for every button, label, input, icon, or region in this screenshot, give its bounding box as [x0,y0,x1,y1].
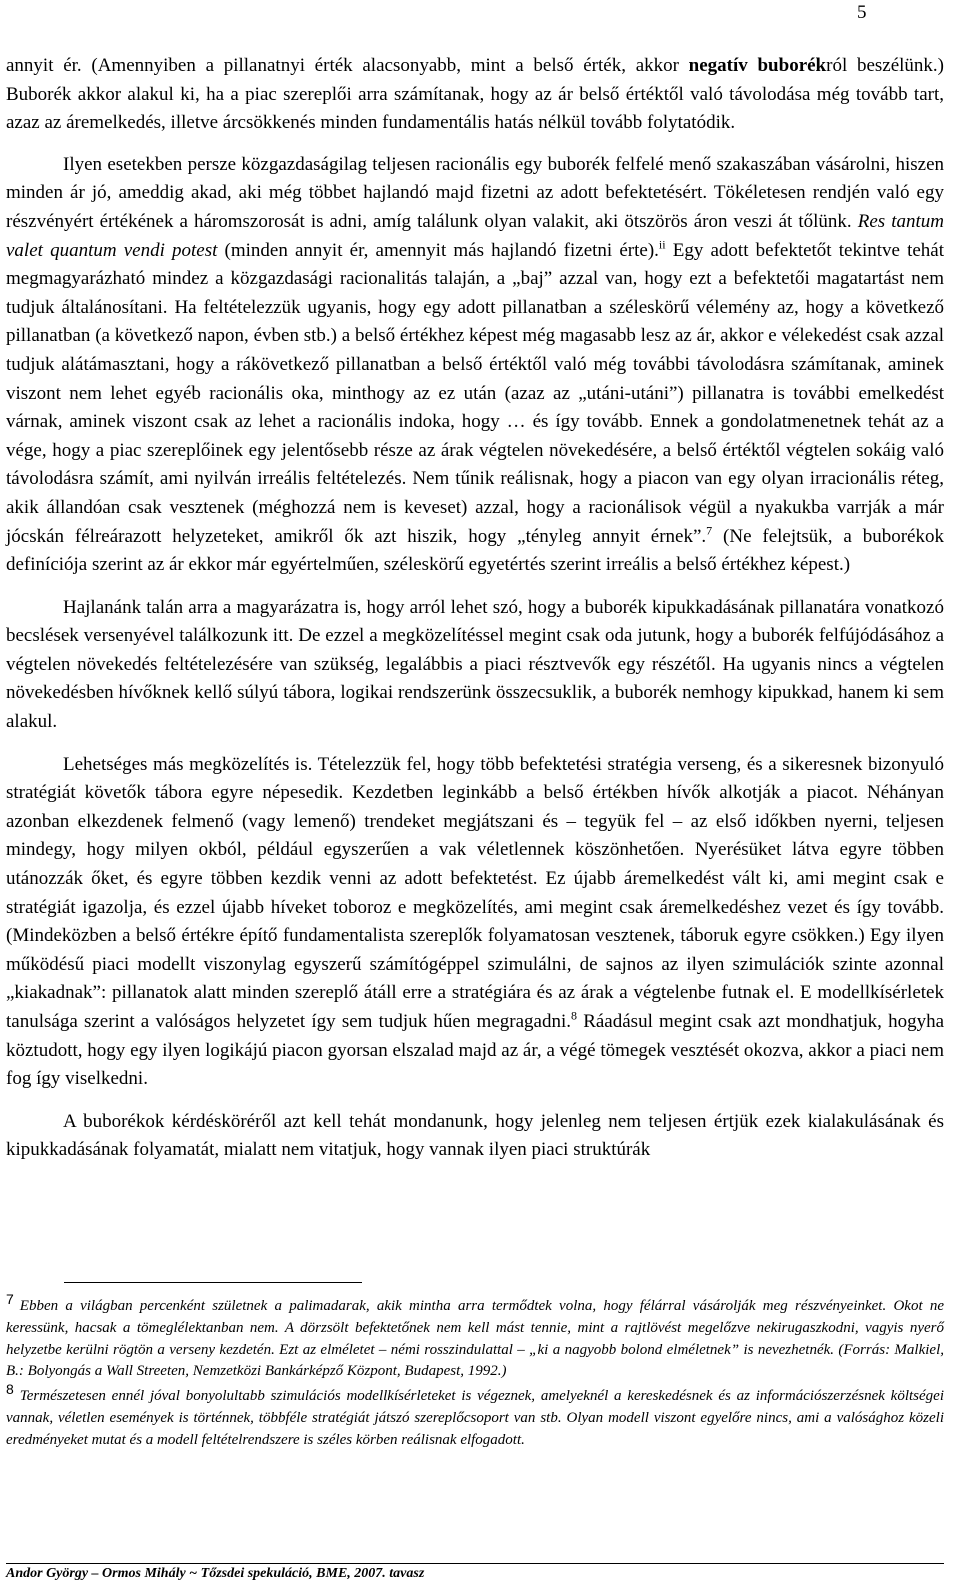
footnote-number: 7 [6,1291,14,1307]
p2-text-3: Egy adott befektetőt tekintve tehát megmagyarázható mindez a közgazdasági racionalitás talaján, a „baj” azzal van, hogy ezt a befektetői magatartást nem tudjuk általánosítani. Ha feltételezzük ugyanis, hogy egy adott pillanatban a széleskörű vélemény az, hogy a következő pillanatban (a következő napon, évben stb.) a belső értékhez képest még magasabb lesz az ár, akkor e vélekedést csak azzal tudjuk alátámasztani, hogy a rákövetkező pillanatban a belső értéktől való még további távolodásra számítanak, aminek viszont nem lehet egyéb racionális oka, minthogy az ez után (azaz az „utáni-utáni”) pillanatra is további emelkedést várnak, aminek viszont csak az lehet a racionális indoka, hogy … és így tovább. Ennek a gondolatmenetnek tehát az a vége, hogy a piac szereplőinek egy jelentősebb része az árak végtelen növekedésére, a belső értéktől végtelen sokáig való távolodásra számít, ami nyilván irreális feltételezés. Nem tűnik reálisnak, hogy a piacon van egy olyan irracionális réteg, akik állandóan csak vesztenek (méghozzá nem is keveset) azzal, hogy a racionálisok végül a nyakukba varrják a már jócskán félreárazott helyzeteket, amikről ők azt hiszik, hogy „tényleg annyit érnek”. [6,239,944,547]
p1-bold-term: negatív buborék [688,55,827,76]
page-footer: Andor György – Ormos Mihály ~ Tőzsdei spekuláció, BME, 2007. tavasz [6,1566,425,1581]
paragraph-4 [6,751,944,1094]
p2-text-2: (minden annyit ér, amennyit más hajlandó fizetni érte). [217,239,659,261]
footnote-7 [6,1291,944,1383]
p2-latin-quote: Res tantum valet quantum vendi potest [6,210,944,261]
endnote-reference: ii [658,237,666,252]
p1-text-2: ról beszélünk.) Buborék akkor alakul ki, ha a piac szereplői arra számítanak, hogy az ár belső értéktől való távolodása még tovább tart, azaz az áremelkedés, illetve árcsökkenés minden fundamentális hatás nélkül tovább folytatódik. [6,55,944,134]
footnote-separator [64,1282,362,1283]
paragraph-3: Hajlanánk talán arra a magyarázatra is, hogy arról lehet szó, hogy a buborék kipukkadásának pillanatára vonatkozó becslések versenyével találkozunk itt. De ezzel a megközelítéssel megint csak oda jutunk, hogy a buborék felfújódásához a végtelen növekedés feltételezésére van szükség, legalábbis a piaci résztvevők egy részétől. Ha ugyanis nincs a végtelen növekedésben hívőknek kellő súlyú tábora, logikai rendszerünk összecsuklik, a buborék nemhogy kipukkad, hanem ki sem alakul. [6,596,944,733]
p2-text-1: Ilyen esetekben persze közgazdaságilag teljesen racionális egy buborék felfelé menő szakaszában vásárolni, hiszen minden ár jó, ameddig akad, aki még többet hajlandó majd fizetni az adott befektetésért. Tökéletesen rendjén való egy részvényért értékének a háromszorosát is adni, amíg találunk olyan valakit, aki ötszörös áron veszi át tőlünk. [6,153,944,232]
footnote-text: Ebben a világban percenként születnek a palimadarak, akik mintha arra termődtek volna, hogy félárral vásárolják meg részvényeinket. Okot ne keressünk, hacsak a tömeglélektanban nem. A dörzsölt befektetőnek nem kell mást tennie, mint a rajtlövést megelőzve nekirugaszkodni, vagyis nyerő helyzetbe kerülni rögtön a verseny kezdetén. Ezt az elméletet – némi rosszindulattal – „ki a nagyobb bolond elméletnek” is nevezhetnék. (Forrás: Malkiel, B.: Bolyongás a Wall Streeten, Nemzetközi Bankárképző Központ, Budapest, 1992.) [6,1298,944,1380]
main-text [6,52,944,1165]
footer-rule [6,1563,944,1564]
page-number: 5 [857,2,867,23]
p1-text-1: annyit ér. (Amennyiben a pillanatnyi érték alacsonyabb, mint a belső érték, akkor [6,55,689,76]
paragraph-1 [6,52,944,138]
footnote-8 [6,1381,944,1451]
footnote-reference-7: 7 [706,523,713,538]
p4-text-2: Ráadásul megint csak azt mondhatjuk, hogyha köztudott, hogy egy ilyen logikájú piacon gyorsan elszalad majd az ár, a végé tömegek vesztését okozva, akkor a piaci nem fog így viselkedni. [6,1011,945,1090]
footnote-reference-8: 8 [571,1008,577,1023]
p2-text-4: (Ne felejtsük, a buborékok definíciója szerint az ár ekkor már egyértelműen, széleskörű egyetértés szerint irreális a belső értékhez képest.) [6,525,944,576]
footnotes [6,1291,944,1452]
footnote-number: 8 [6,1381,14,1398]
p4-text-1: Lehetséges más megközelítés is. Tételezzük fel, hogy több befektetési stratégia verseng, és a sikeresnek bizonyuló stratégiát követők tábora egyre népesedik. Kezdetben leginkább a belső értékben hívők alkotják a piacot. Néhányan azonban elkezdenek felmenő (vagy lemenő) trendeket megjátszani és – tegyük fel – az első időkben nyerni, teljesen mindegy, hogy milyen okból, például egyszerűen a vak véletlennek köszönhetően. Nyerésüket látva egyre többen utánozzák őket, és egyre többen kezdik venni az adott befektetést. Ez újabb áremelkedést vált ki, ami megint csak e stratégiát igazolja, és ezzel újabb híveket toboroz e megközelítés, ami megint csak áremelkedéshez vezet és így tovább. (Mindeközben a belső értékre építő fundamentalista szereplők folyamatosan vesztenek, táboruk egyre csökken.) Egy ilyen működésű piaci modellt viszonylag egyszerű számítógéppel szimulálni, de sajnos az ilyen szimulációk szinte azonnal „kiakadnak”: pillanatok alatt minden szereplő átáll erre a stratégiára és az árak a végtelenbe futnak el. E modellkísérletek tanulsága szerint a valóságos helyzetet így sem tudjuk hűen megragadni. [6,753,944,1032]
paragraph-5: A buborékok kérdésköréről azt kell tehát mondanunk, hogy jelenleg nem teljesen értjük ezek kialakulásának és kipukkadásának folyamatát, mialatt nem vitatjuk, hogy vannak ilyen piaci struktúrák [6,1110,944,1161]
paragraph-2 [6,151,944,580]
footnote-text: Természetesen ennél jóval bonyolultabb szimulációs modellkísérleteket is végeznek, amelyeknél a kereskedésnek és az információszerzésnek költségei vannak, véletlen események is történnek, többféle stratégiát játszó szereplőcsoport van stb. Olyan modell viszont egyelőre nincs, ami a valósághoz közeli eredményeket mutat és a modell feltételrendszere is széles körben reálisnak elfogadott. [6,1388,944,1448]
